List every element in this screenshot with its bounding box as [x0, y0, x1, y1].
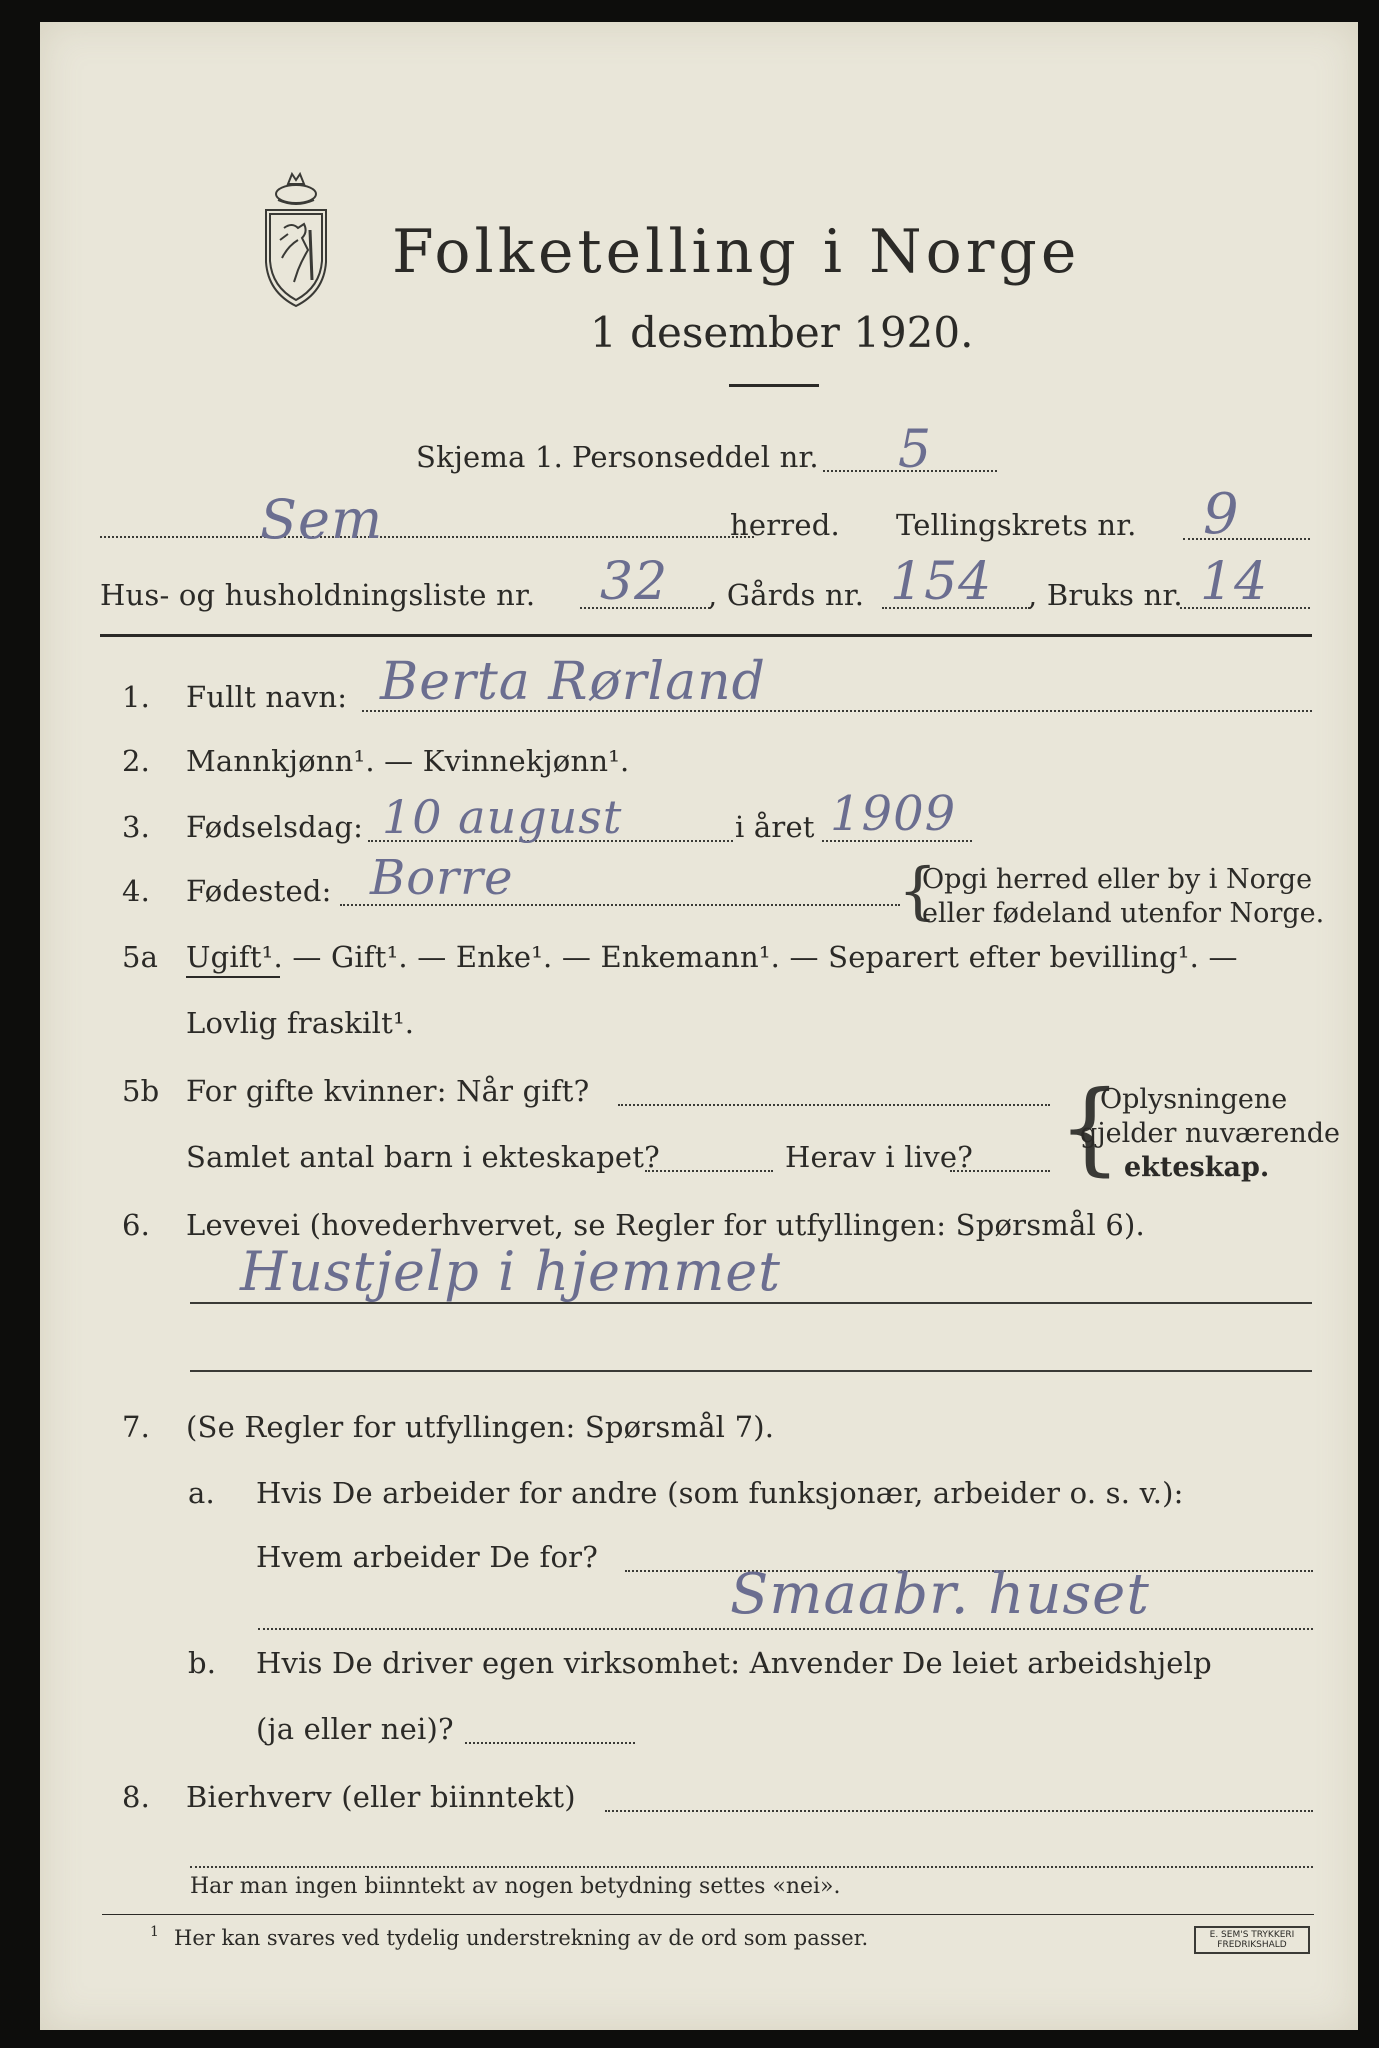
q2-label: Mannkjønn¹. — Kvinnekjønn¹.: [186, 744, 630, 778]
q4-number: 4.: [122, 874, 151, 908]
q5b-line2: Samlet antal barn i ekteskapet?: [186, 1140, 660, 1174]
q8-number: 8.: [122, 1780, 151, 1814]
bruks-label: , Bruks nr.: [1028, 578, 1183, 612]
q7b-field-line: [465, 1742, 635, 1744]
tellingskrets-label: Tellingskrets nr.: [896, 508, 1137, 542]
footer-note: Har man ingen biinntekt av nogen betydning settes «nei».: [190, 1874, 841, 1899]
q8-field-line-2: [190, 1866, 1313, 1868]
q4-note-line2: eller fødeland utenfor Norge.: [922, 898, 1325, 929]
q5b-brace: {: [1058, 1069, 1122, 1186]
census-date: 1 desember 1920.: [590, 308, 974, 357]
q4-value: Borre: [370, 850, 514, 906]
printer-stamp-line2: FREDRIKSHALD: [1217, 1940, 1287, 1950]
footnote-text: Her kan svares ved tydelig understrekning av de ord som passer.: [174, 1926, 869, 1950]
q5b-line2b: Herav i live?: [785, 1140, 973, 1174]
q7a-value: Smaabr. huset: [730, 1562, 1150, 1627]
q5b-note1: Oplysningene: [1100, 1084, 1288, 1115]
q5a-line1: Ugift¹. — Gift¹. — Enke¹. — Enkemann¹. — Separert efter bevilling¹. —: [186, 940, 1238, 974]
q7a-line2: Hvem arbeider De for?: [256, 1540, 598, 1574]
schema-label: Skjema 1.: [416, 440, 564, 474]
q4-note-line1: Opgi herred eller by i Norge: [922, 864, 1313, 895]
q7a-field-line-2: [258, 1628, 1313, 1630]
q3-value: 10 august: [382, 790, 623, 844]
q3-year-label: i året: [735, 810, 815, 844]
q3-year-value: 1909: [830, 786, 957, 842]
census-form-page: [40, 22, 1358, 2030]
q5b-alive-field-line: [950, 1170, 1050, 1172]
q7a-letter: a.: [188, 1476, 215, 1510]
q1-value: Berta Rørland: [380, 652, 766, 712]
q7-label: (Se Regler for utfyllingen: Spørsmål 7).: [186, 1410, 775, 1444]
q5b-children-field-line: [645, 1170, 773, 1172]
tellingskrets-value: 9: [1203, 482, 1240, 547]
q3-number: 3.: [122, 810, 151, 844]
footnote-rule: [102, 1914, 1314, 1915]
q5a-number: 5a: [122, 940, 159, 974]
q1-label: Fullt navn:: [186, 680, 348, 714]
q7b-letter: b.: [188, 1646, 217, 1680]
bruks-value: 14: [1200, 552, 1269, 612]
q6-value: Hustjelp i hjemmet: [240, 1240, 781, 1303]
hus-value: 32: [600, 552, 669, 612]
q5b-line1: For gifte kvinner: Når gift?: [186, 1074, 590, 1108]
q6-field-line-2: [190, 1370, 1312, 1372]
q5b-note2: gjelder nuværende: [1080, 1118, 1340, 1149]
printer-stamp-line1: E. SEM'S TRYKKERI: [1209, 1930, 1295, 1940]
q8-label: Bierhverv (eller biinntekt): [186, 1780, 576, 1814]
q7a-line1: Hvis De arbeider for andre (som funksjonær, arbeider o. s. v.):: [256, 1476, 1184, 1510]
coat-of-arms-icon: [258, 170, 334, 310]
q5b-note3: ekteskap.: [1124, 1152, 1270, 1183]
q7-number: 7.: [122, 1410, 151, 1444]
herred-field-line: [100, 536, 754, 538]
q6-field-line-1: [190, 1302, 1312, 1304]
q5a-line2: Lovlig fraskilt¹.: [186, 1006, 415, 1040]
header-rule: [100, 634, 1312, 637]
q5b-number: 5b: [122, 1074, 160, 1108]
printer-stamp: [1194, 1926, 1310, 1954]
q6-label: Levevei (hovederhvervet, se Regler for utfyllingen: Spørsmål 6).: [186, 1208, 1145, 1242]
personseddel-value: 5: [898, 420, 933, 480]
q7b-line2: (ja eller nei)?: [256, 1712, 454, 1746]
gards-value: 154: [890, 552, 993, 612]
gards-label: , Gårds nr.: [708, 578, 865, 612]
footnote-mark: 1: [150, 1924, 159, 1940]
q7b-line1: Hvis De driver egen virksomhet: Anvender De leiet arbeidshjelp: [256, 1646, 1212, 1680]
q5b-married-field-line: [618, 1104, 1050, 1106]
q1-number: 1.: [122, 680, 151, 714]
q2-number: 2.: [122, 744, 151, 778]
form-title: Folketelling i Norge: [392, 217, 1081, 287]
q3-label: Fødselsdag:: [186, 810, 364, 844]
q4-label: Fødested:: [186, 874, 332, 908]
hus-label: Hus- og husholdningsliste nr.: [100, 578, 536, 612]
q8-field-line-1: [605, 1810, 1313, 1812]
personseddel-label: Personseddel nr.: [572, 440, 819, 474]
herred-label: herred.: [730, 508, 840, 542]
q5a-ugift-underline: [186, 976, 280, 978]
q4-brace: {: [898, 854, 938, 927]
herred-value: Sem: [260, 488, 384, 551]
title-divider: [729, 384, 819, 387]
q6-number: 6.: [122, 1208, 151, 1242]
